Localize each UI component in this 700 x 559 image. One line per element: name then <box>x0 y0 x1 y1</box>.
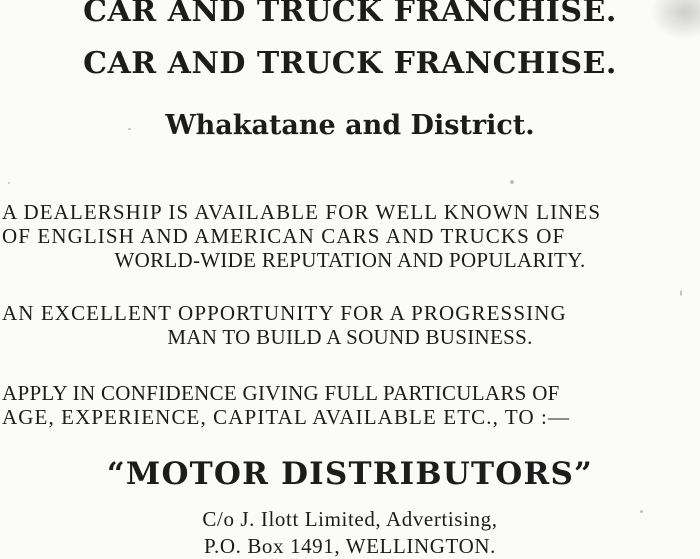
paragraph-3-line-1: APPLY IN CONFIDENCE GIVING FULL PARTICULARS OF <box>2 381 560 405</box>
paragraph-1-line-3: WORLD-WIDE REPUTATION AND POPULARITY. <box>114 248 586 272</box>
address-line-1: C/o J. Ilott Limited, Advertising, <box>202 507 498 531</box>
paragraph-3-line-2: AGE, EXPERIENCE, CAPITAL AVAILABLE ETC., TO :— <box>2 405 571 429</box>
paragraph-1-line-1: A DEALERSHIP IS AVAILABLE FOR WELL KNOWN LINES <box>2 200 602 224</box>
print-speck <box>8 182 10 184</box>
paragraph-2-line-1: AN EXCELLENT OPPORTUNITY FOR A PROGRESSING <box>2 301 567 325</box>
subheading-location: Whakatane and District. <box>165 110 535 141</box>
paragraph-1-line-2: OF ENGLISH AND AMERICAN CARS AND TRUCKS OF <box>2 224 566 248</box>
headline-top: CAR AND TRUCK FRANCHISE. <box>83 0 617 29</box>
print-speck <box>680 290 682 296</box>
paragraph-2-line-2: MAN TO BUILD A SOUND BUSINESS. <box>167 325 533 349</box>
headline-repeat: CAR AND TRUCK FRANCHISE. <box>83 46 617 81</box>
print-speck <box>640 510 643 513</box>
print-speck <box>128 128 131 130</box>
address-line-2: P.O. Box 1491, WELLINGTON. <box>204 534 496 558</box>
print-speck <box>510 180 514 184</box>
advertiser-name: “MOTOR DISTRIBUTORS” <box>106 456 594 492</box>
